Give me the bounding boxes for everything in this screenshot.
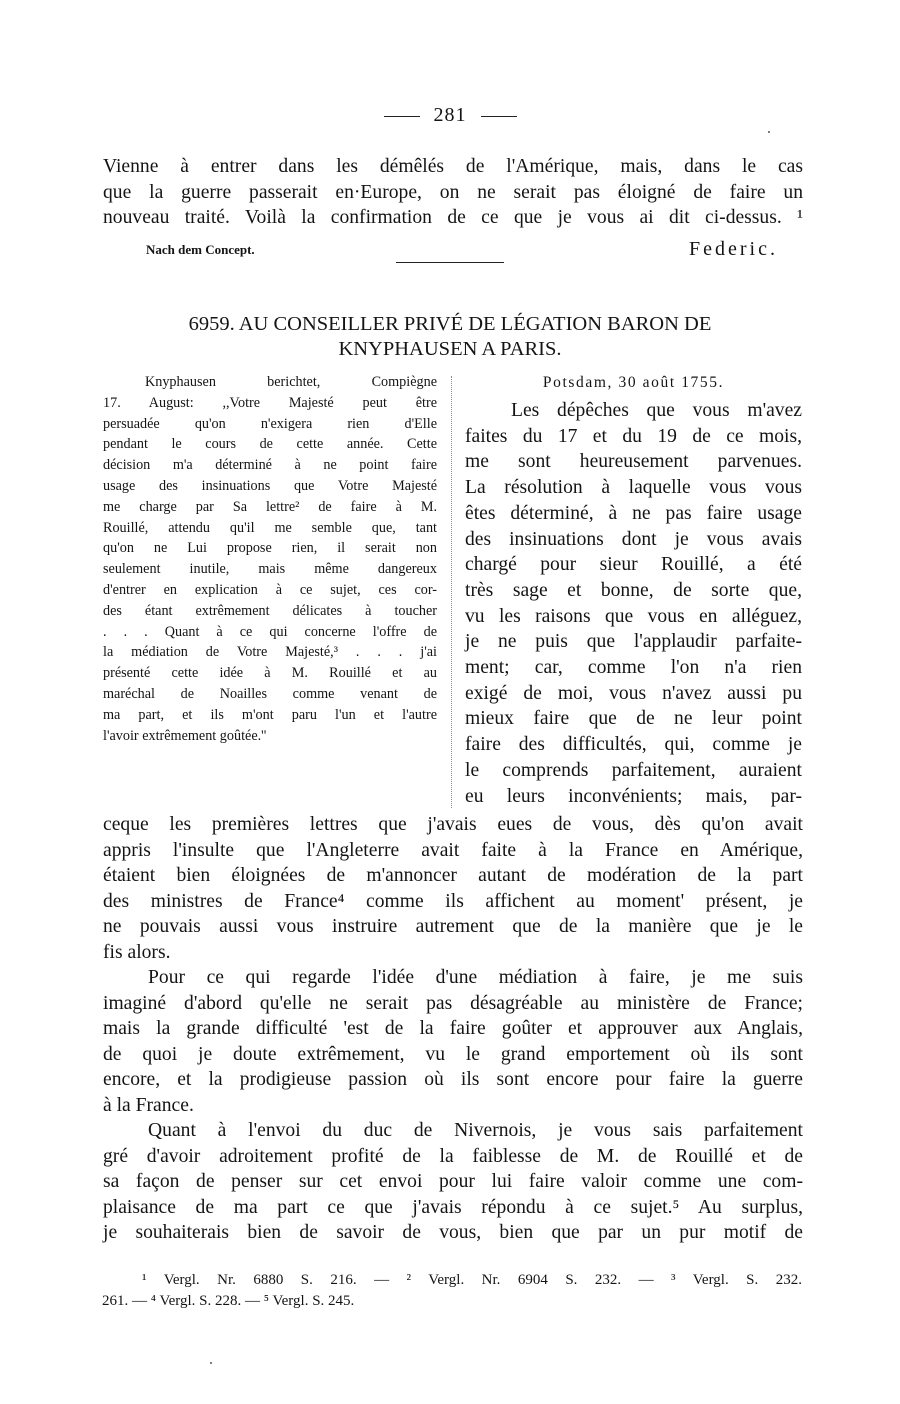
letter-line: chargé pour sieur Rouillé, a été [465,554,802,576]
summary-line: me charge par Sa lettre² de faire à M. [103,498,437,515]
body-line: mais la grande difficulté 'est de la faire goûter et approuver aux Anglais, [103,1018,803,1039]
summary-line: pendant le cours de cette année. Cette [103,436,437,453]
summary-line: usage des insinuations que Votre Majesté [103,477,437,494]
summary-line: maréchal de Noailles comme venant de [103,685,437,702]
dateline: Potsdam, 30 août 1755. [542,374,725,391]
summary-line: ma part, et ils m'ont paru l'un et l'autre [103,706,437,723]
body-line: des ministres de France⁴ comme ils affichent au moment' présent, je [103,890,803,912]
letter-body [103,812,803,1246]
body-line: appris l'insulte que l'Angleterre avait faite à la France en Amérique, [103,839,803,861]
summary-line: seulement inutile, mais même dangereux [103,561,437,578]
footnotes [102,1270,802,1312]
page-number-text: 281 [433,104,467,126]
body-paragraph [103,965,803,1118]
summary-line: des étant extrêmement délicates à toucher [103,602,437,619]
letter-line: je ne puis que l'applaudir parfaite- [465,631,802,653]
letter-line: très sage et bonne, de sorte que, [465,579,802,601]
heading-line-2: KNYPHAUSEN A PARIS. [338,338,562,360]
letter-line: le comprends parfaitement, auraient [465,759,802,781]
body-line: fis alors. [103,941,171,963]
summary-line: persuadée qu'on n'exigera rien d'Elle [103,415,437,432]
summary-line: Rouillé, attendu qu'il me semble que, tant [103,519,437,536]
letter-line: eu leurs inconvénients; mais, par- [465,785,802,807]
letter-line: ment; car, comme l'on n'a rien [465,657,802,679]
summary-line: . . . Quant à ce qui concerne l'offre de [103,623,437,640]
body-line: à la France. [103,1094,194,1116]
top-paragraph-line: nouveau traité. Voilà la confirmation de ce que je vous ai dit ci-dessus. ¹ [103,207,803,228]
letter-line: Les dépêches que vous m'avez [511,400,802,421]
summary-line: qu'on ne Lui propose rien, il serait non [103,540,437,557]
footnote-line: 261. — ⁴ Vergl. S. 228. — ⁵ Vergl. S. 245. [102,1293,355,1309]
body-paragraph [103,1118,803,1246]
body-line: sa façon de penser sur cet envoi pour lui faire valoir comme une com- [103,1171,803,1192]
letter-line: faites du 17 et du 19 de ce mois, [465,425,802,447]
letter-line: faire des difficultés, qui, comme je [465,734,802,756]
body-line: gré d'avoir adroitement profité de la faiblesse de M. de Rouillé et de [103,1145,803,1167]
summary-line: l'avoir extrêmement goûtée.'' [103,727,267,744]
heading-line-1: 6959. AU CONSEILLER PRIVÉ DE LÉGATION BARON DE [188,313,712,335]
body-line: étaient bien éloignées de m'annoncer autant de modération de la part [103,865,803,886]
top-paragraph-line: Vienne à entrer dans les démêlés de l'Amérique, mais, dans le cas [103,156,803,177]
letter-line: mieux faire que de ne leur point [465,708,802,730]
summary-line: la médiation de Votre Majesté,³ . . . j'ai [103,644,437,661]
body-line: Quant à l'envoi du duc de Nivernois, je vous sais parfaitement [148,1120,803,1141]
page-number [0,104,900,127]
letter-heading [110,312,790,362]
body-line: plaisance de ma part ce que j'avais répondu à ce sujet.⁵ Au surplus, [103,1196,803,1218]
summary-line: d'entrer en explication à ce sujet, ces cor- [103,581,437,598]
body-line: ceque les premières lettres que j'avais eues de vous, dès qu'on avait [103,814,803,835]
print-speck [210,1362,212,1364]
source-note: Nach dem Concept. [146,242,255,257]
print-speck [768,131,770,133]
summary-line: décision m'a déterminé à ne point faire [103,457,437,474]
summary-line: Knyphausen berichtet, Compiègne [145,374,437,390]
letter-line: êtes déterminé, à ne pas faire usage [465,502,802,524]
letter-line: La résolution à laquelle vous vous [465,477,802,499]
column-divider [451,376,452,808]
body-line: encore, et la prodigieuse passion où ils sont encore pour faire la guerre [103,1069,803,1090]
body-line: de quoi je doute extrêmement, vu le grand emportement où ils sont [103,1043,803,1065]
top-paragraph-line: que la guerre passerait en·Europe, on ne serait pas éloigné de faire un [103,181,803,203]
letter-line: exigé de moi, vous n'avez aussi pu [465,682,802,704]
body-line: Pour ce qui regarde l'idée d'une médiation à faire, je me suis [148,967,803,988]
report-summary-column [103,372,437,746]
letter-opening-column [465,372,802,809]
summary-line: 17. August: ,,Votre Majesté peut être [103,394,437,411]
letter-line: me sont heureusement parvenues. [465,451,802,473]
top-paragraph [103,154,803,231]
letter-line: des insinuations dont je vous avais [465,528,802,550]
signature: Federic. [689,238,778,260]
page-number-dash-left [384,116,420,117]
body-line: je souhaiterais bien de savoir de vous, bien que par un pur motif de [103,1222,803,1243]
section-separator [396,262,504,263]
footnote-line: ¹ Vergl. Nr. 6880 S. 216. — ² Vergl. Nr. 6904 S. 232. — ³ Vergl. S. 232. [142,1272,802,1288]
summary-line: présenté cette idée à M. Rouillé et au [103,665,437,682]
body-line: ne pouvais aussi vous instruire autrement que de la manière que je le [103,916,803,937]
page-number-dash-right [481,116,517,117]
body-line: imaginé d'abord qu'elle ne serait pas désagréable au ministère de France; [103,992,803,1014]
letter-line: vu les raisons que vous en alléguez, [465,605,802,627]
body-paragraph [103,812,803,965]
